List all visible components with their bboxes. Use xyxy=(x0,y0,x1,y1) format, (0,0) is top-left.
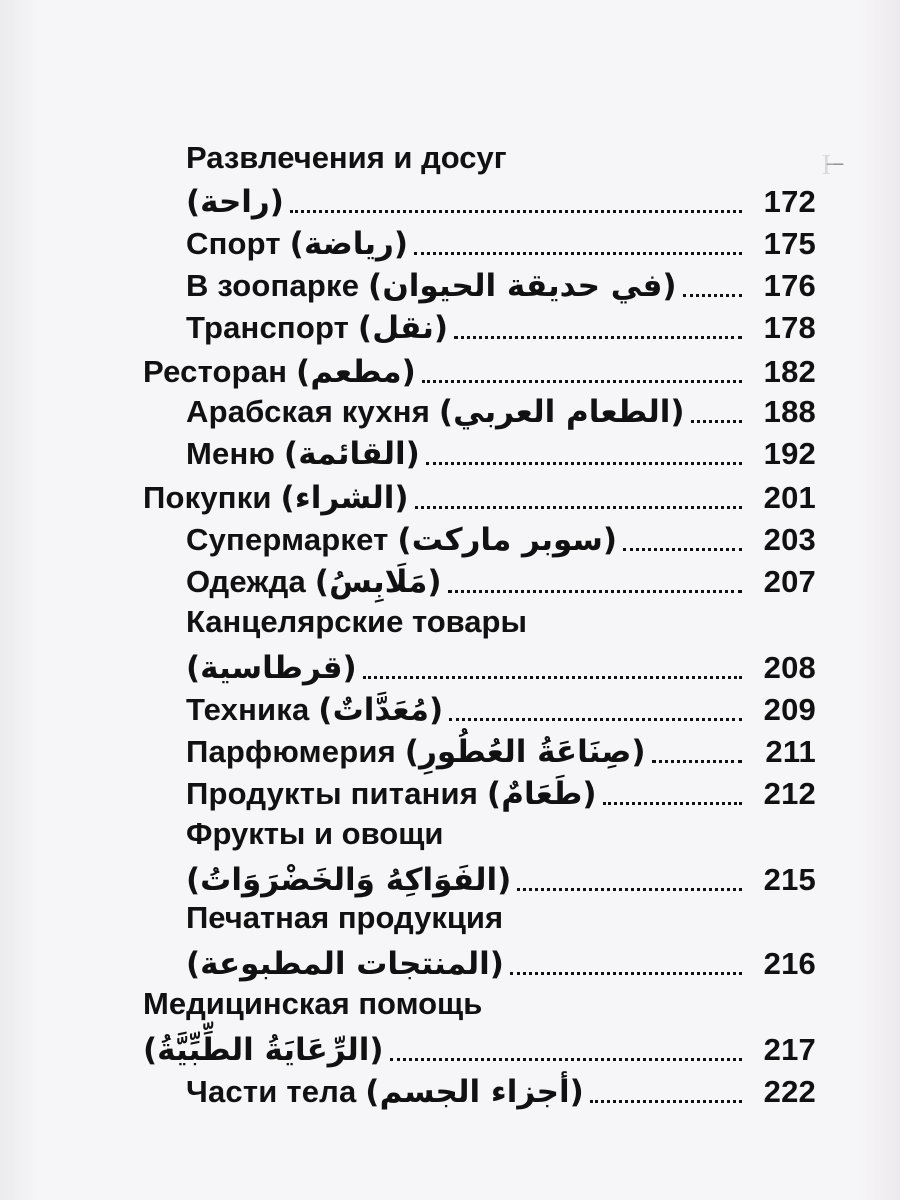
toc-entry-arabic: (الطعام العربي) xyxy=(438,394,685,430)
toc-entry[interactable] xyxy=(186,942,816,982)
leader-dots xyxy=(603,801,742,805)
toc-entry-title xyxy=(143,480,409,516)
leader-dots xyxy=(510,971,742,975)
toc-entry[interactable] xyxy=(186,306,816,346)
toc-entry[interactable] xyxy=(186,688,816,728)
toc-page-number: 176 xyxy=(763,268,816,303)
toc-entry-russian: Части тела xyxy=(186,1074,366,1109)
toc-heading: Фрукты и овощи xyxy=(186,816,444,851)
toc-entry-title xyxy=(186,310,448,346)
leader-dots xyxy=(414,251,742,255)
toc-entry-russian: Арабская кухня xyxy=(186,394,439,429)
toc-entry-arabic: (نقل) xyxy=(357,310,449,346)
leader-dots xyxy=(390,1057,742,1061)
toc-page-number: 188 xyxy=(763,394,816,429)
toc-entry-title xyxy=(186,776,597,812)
toc-entry[interactable] xyxy=(143,476,816,516)
toc-page-number: 192 xyxy=(763,436,816,471)
toc-page-number: 175 xyxy=(763,226,816,261)
leader-dots xyxy=(623,547,742,551)
toc-page-number: 182 xyxy=(763,354,816,389)
toc-page-number: 208 xyxy=(763,650,816,685)
toc-entry-russian: Одежда xyxy=(186,564,315,599)
toc-page-number: 203 xyxy=(763,522,816,557)
toc-entry-title xyxy=(186,946,504,982)
toc-entry[interactable] xyxy=(143,1028,816,1068)
leader-dots xyxy=(290,209,742,213)
toc-entry-arabic: (القائمة) xyxy=(283,436,421,472)
toc-entry[interactable] xyxy=(186,772,816,812)
toc-entry-russian: Техника xyxy=(186,692,319,727)
toc-entry-russian: В зоопарке xyxy=(186,268,368,303)
toc-entry-arabic: (الرِّعَايَةُ الطِّبِّيَّةُ) xyxy=(143,1032,384,1068)
leader-dots xyxy=(449,717,742,721)
leader-dots xyxy=(363,675,742,679)
toc-entry-title xyxy=(186,692,443,728)
toc-heading: Медицинская помощь xyxy=(143,986,483,1021)
toc-page-number: 222 xyxy=(763,1074,816,1109)
toc-page-number: 215 xyxy=(763,862,816,897)
toc-page-number: 209 xyxy=(763,692,816,727)
toc-entry-russian: Транспорт xyxy=(186,310,358,345)
toc-entry-arabic: (صِنَاعَةُ العُطُورِ) xyxy=(404,734,646,770)
leader-dots xyxy=(415,505,742,509)
toc-entry[interactable] xyxy=(186,730,816,770)
leader-dots xyxy=(691,419,742,423)
toc-entry-title xyxy=(186,1074,584,1110)
toc-entry-arabic: (مطعم) xyxy=(296,354,416,390)
toc-entry[interactable] xyxy=(186,646,816,686)
toc-entry-arabic: (الفَوَاكِهُ وَالخَضْرَوَاتُ) xyxy=(186,862,512,898)
toc-page-number: 207 xyxy=(763,564,816,599)
toc-entry[interactable] xyxy=(186,390,816,430)
toc-entry-russian: Спорт xyxy=(186,226,290,261)
toc-entry-arabic: (طَعَامٌ) xyxy=(486,776,597,812)
toc-entry-title xyxy=(186,436,420,472)
toc-entry-arabic: (الشراء) xyxy=(280,480,409,516)
toc-entry-arabic: (راحة) xyxy=(186,184,284,220)
toc-entry-russian: Покупки xyxy=(143,480,281,515)
toc-entry-title xyxy=(186,564,442,600)
toc-entry[interactable] xyxy=(186,560,816,600)
toc-entry-arabic: (المنتجات المطبوعة) xyxy=(186,946,504,982)
leader-dots xyxy=(454,335,742,339)
toc-entry-arabic: (قرطاسية) xyxy=(186,650,357,686)
toc-entry-russian: Продукты питания xyxy=(186,776,487,811)
toc-entry-arabic: (مَلَابِسُ) xyxy=(314,564,442,600)
toc-entry[interactable] xyxy=(186,264,816,304)
leader-dots xyxy=(426,461,742,465)
toc-heading: Развлечения и досуг xyxy=(186,140,507,175)
toc-entry-arabic: (أجزاء الجسم) xyxy=(365,1074,585,1110)
toc-entry-arabic: (مُعَدَّاتٌ) xyxy=(318,692,444,728)
toc-heading: Печатная продукция xyxy=(186,900,504,935)
leader-dots xyxy=(517,887,742,891)
toc-entry-title xyxy=(186,734,646,770)
toc-entry-title xyxy=(186,394,685,430)
toc-page-number: 217 xyxy=(763,1032,816,1067)
toc-entry-russian: Ресторан xyxy=(143,354,297,389)
toc-page-number: 216 xyxy=(763,946,816,981)
leader-dots xyxy=(422,379,742,383)
toc-entry[interactable] xyxy=(186,180,816,220)
toc-entry[interactable] xyxy=(186,858,816,898)
toc-page-number: 172 xyxy=(763,184,816,219)
toc-entry-arabic: (سوبر ماركت) xyxy=(397,522,618,558)
toc-entry-title xyxy=(186,522,617,558)
toc-entry[interactable] xyxy=(143,350,816,390)
toc-page-number: 211 xyxy=(765,734,816,769)
toc-entry-title xyxy=(186,184,284,220)
toc-entry[interactable] xyxy=(186,518,816,558)
leader-dots xyxy=(652,759,742,763)
toc-entry-russian: Парфюмерия xyxy=(186,734,405,769)
toc-entry-title xyxy=(186,268,677,304)
leader-dots xyxy=(683,293,742,297)
toc-entry-russian: Супермаркет xyxy=(186,522,398,557)
toc-entry-arabic: (رياضة) xyxy=(289,226,409,262)
toc-entry[interactable] xyxy=(186,432,816,472)
toc-entry-arabic: (في حديقة الحيوان) xyxy=(367,268,677,304)
toc-page-number: 178 xyxy=(763,310,816,345)
toc-entry-title xyxy=(186,862,511,898)
toc-entry-title xyxy=(186,226,408,262)
leader-dots xyxy=(448,589,742,593)
toc-entry-russian: Меню xyxy=(186,436,284,471)
toc-heading: Канцелярские товары xyxy=(186,604,527,639)
bleed-through-text: Ӏ̵̵̵̵ ̵̵̵̵̵̵ xyxy=(821,150,840,181)
toc-entry[interactable] xyxy=(186,1070,816,1110)
leader-dots xyxy=(590,1099,742,1103)
toc-entry-title xyxy=(143,1032,384,1068)
toc-page-number: 201 xyxy=(763,480,816,515)
toc-page-number: 212 xyxy=(763,776,816,811)
toc-entry[interactable] xyxy=(186,222,816,262)
toc-entry-title xyxy=(186,650,357,686)
toc-entry-title xyxy=(143,354,416,390)
